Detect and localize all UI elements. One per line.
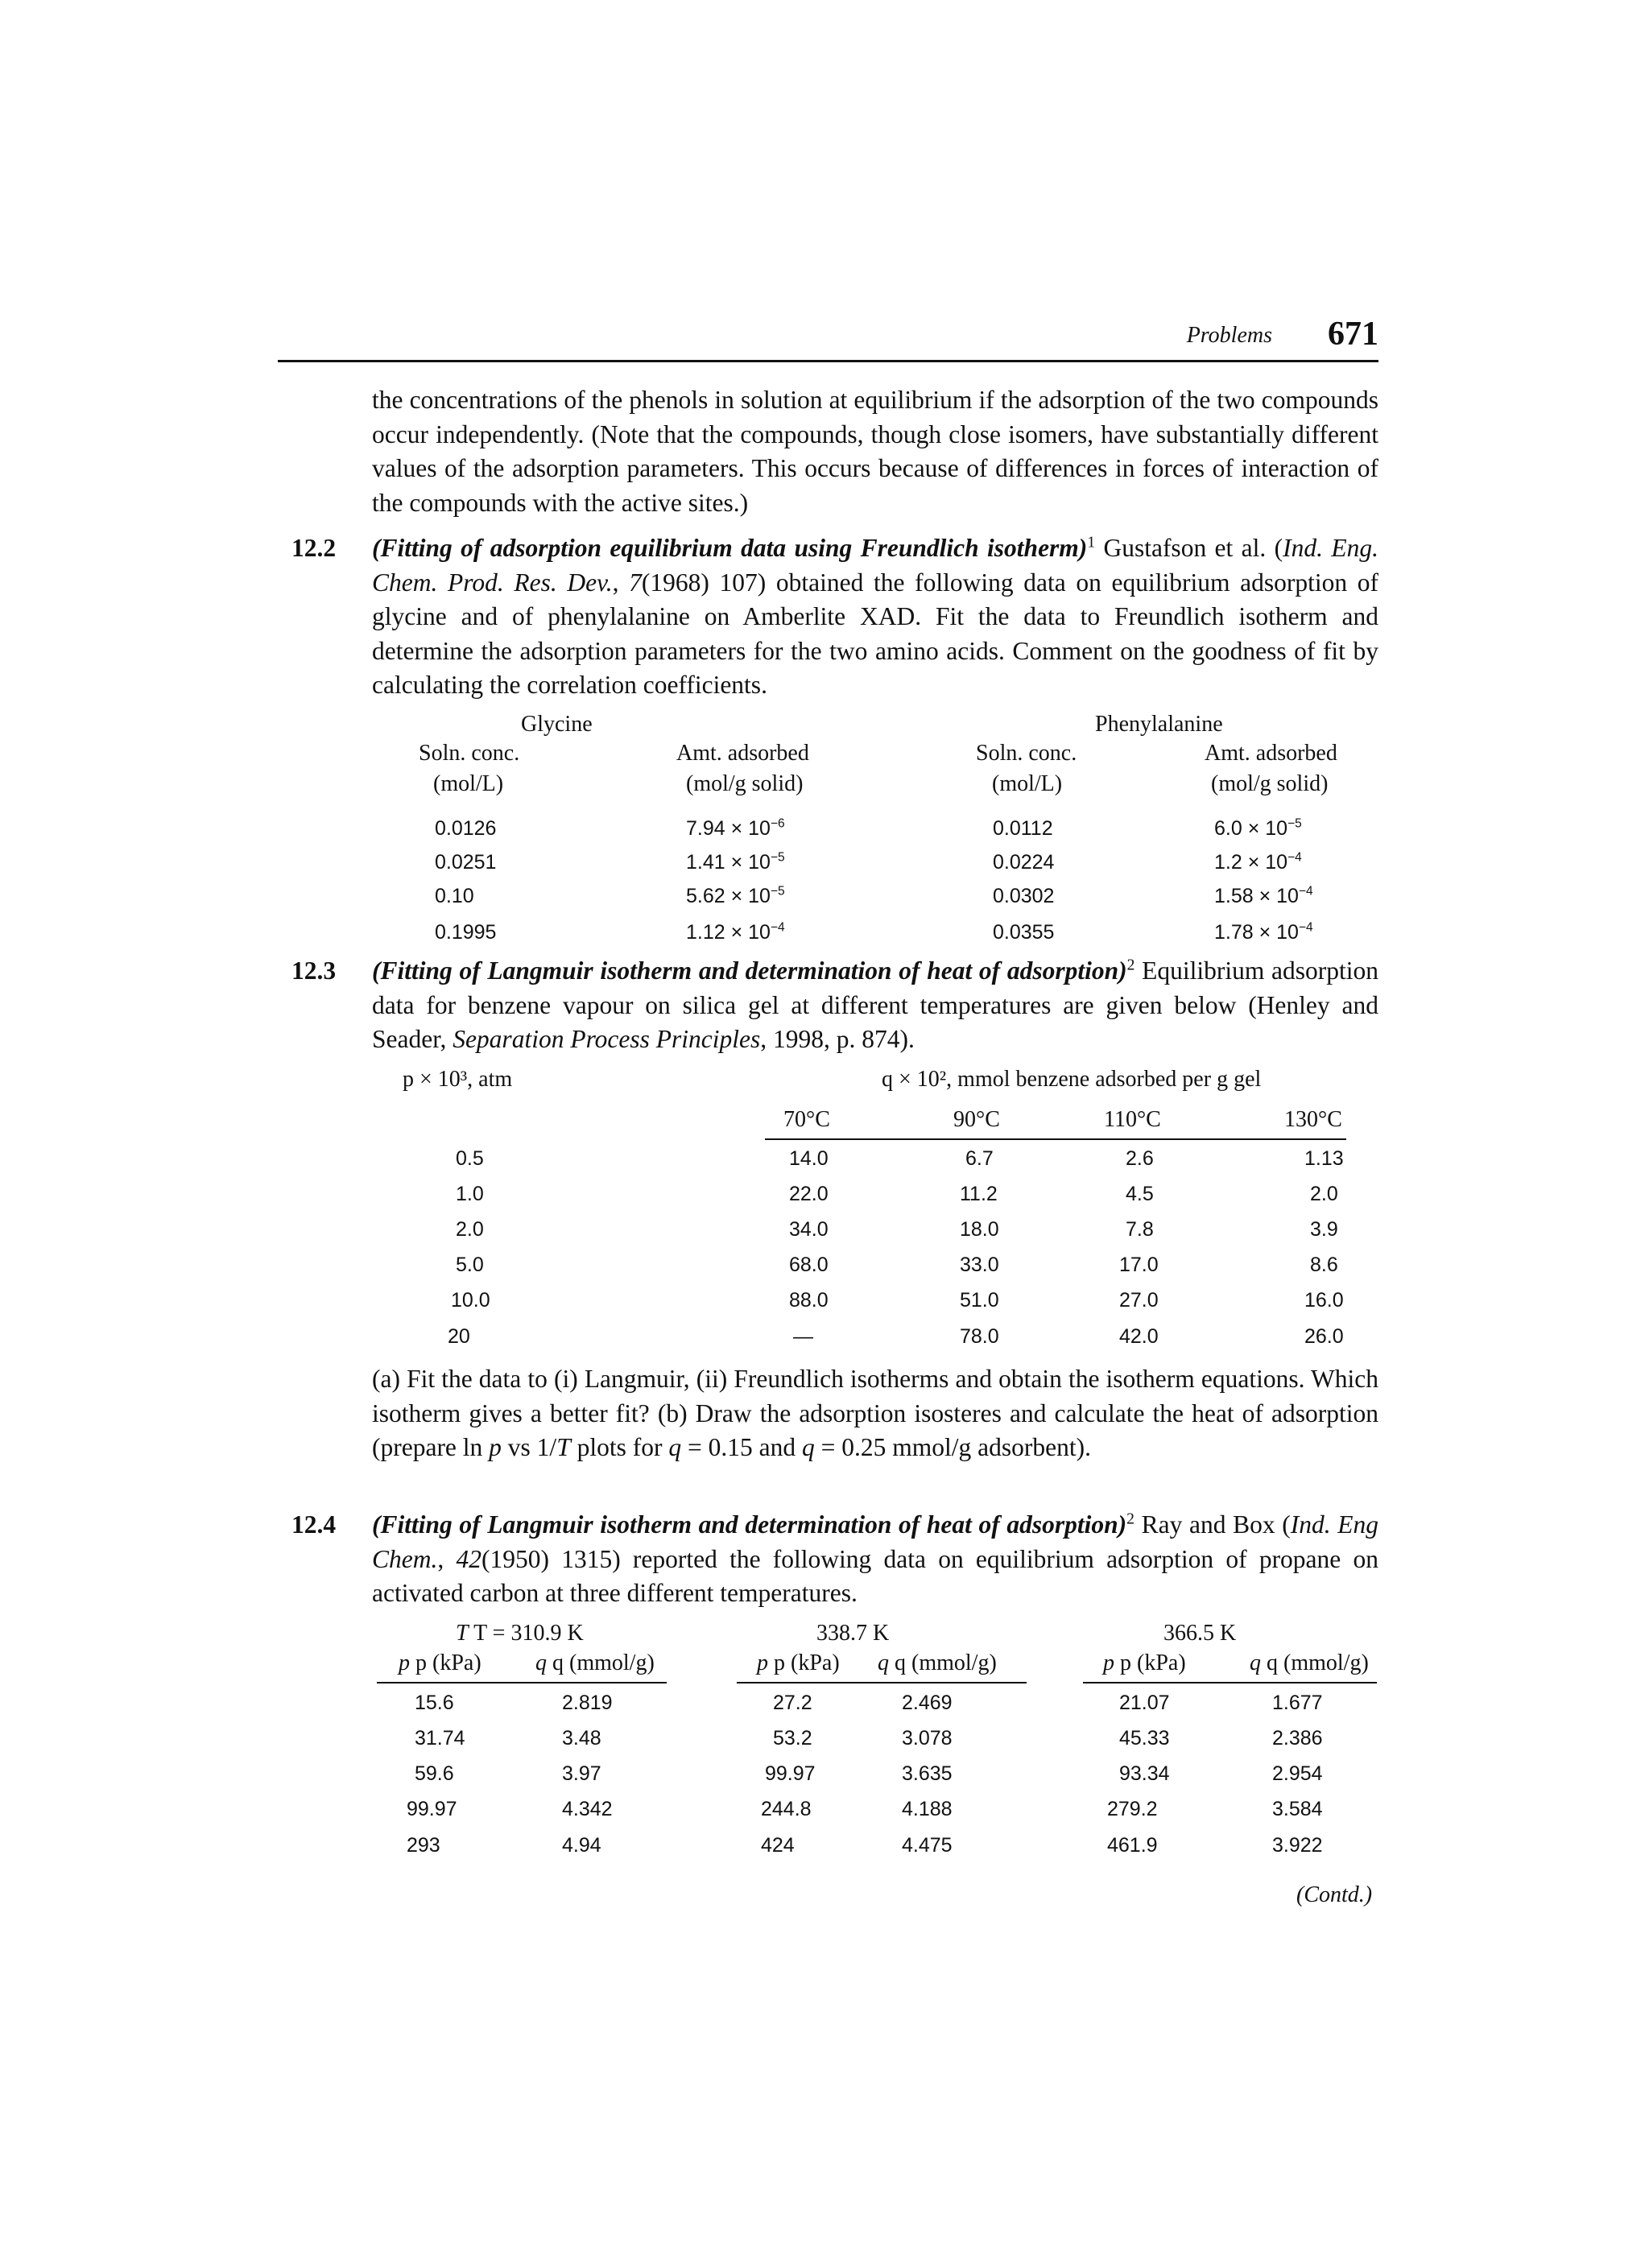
table-cell: 93.34 [1119,1762,1170,1785]
footnote-marker: 2 [1126,956,1135,974]
footnote-marker: 1 [1087,534,1096,552]
problem-12-2-text: (Fitting of adsorption equilibrium data using Freundlich isotherm)$^1$ Gustafson et al. (Ind. Eng. Chem. Prod. Res. Dev., 7(1968) 107) obtained the following data on equilibrium adsorption of glycine and of phenylalanine on Amberlite XAD. Fit the data to Freundlich isotherm and determine the adsorption parameters for the two amino acids. Comment on the goodness of fit by calculating the correlation coefficients. [372,534,1379,699]
col-unit: (mol/L) [433,771,504,796]
table-cell: 0.0224 [993,851,1055,874]
col-unit: (mol/g solid) [1211,771,1329,796]
table-cell: 2.0 [1310,1183,1338,1205]
journal-reference: Ind. Eng Chem. [372,1510,1379,1573]
volume: 42 [456,1544,481,1573]
table-cell: 15.6 [415,1692,454,1714]
problem-12-4-text: (Fitting of Langmuir isotherm and determination of heat of adsorption)$^2$ Ray and Box (Ind. Eng Chem., 42(1950) 1315) reported the following data on equilibrium adsorption of propane on activated carbon at three different temperatures. [372,1510,1379,1607]
table-cell: 99.97 [765,1762,816,1785]
table-cell: 18.0 [960,1218,999,1241]
table-cell: 0.5 [456,1147,484,1170]
table-cell: 3.97 [562,1762,601,1785]
table-cell: 2.0 [456,1218,484,1241]
table-cell: 4.342 [562,1798,613,1820]
table-cell: 51.0 [960,1289,999,1312]
col-head: Amt. adsorbed [1205,741,1337,766]
problem-12-3-tasks: (a) Fit the data to (i) Langmuir, (ii) Freundlich isotherms and obtain the isotherm equations. Which isotherm gives a better fit? (b) Draw the adsorption isosteres and calculate the heat of adsorption (prepare ln p vs 1/T plots for q = 0.15 and q = 0.25 mmol/g adsorbent). [372,1365,1378,1461]
col-q: q q (mmol/g) [1250,1650,1369,1675]
table-cell: 2.386 [1272,1727,1323,1750]
col-q: q q (mmol/g) [535,1650,655,1675]
table-cell: 21.07 [1119,1692,1170,1714]
table-cell: 3.9 [1310,1218,1338,1241]
col-p: p p (kPa) [757,1650,840,1675]
table-cell: — [793,1325,813,1348]
table-cell: 293 [407,1834,440,1857]
problem-12-2-title: (Fitting of adsorption equilibrium data using Freundlich isotherm) [372,534,1088,562]
table-cell: 45.33 [1119,1727,1170,1750]
temp-338: 338.7 K [816,1621,890,1646]
table-cell: 0.0126 [435,817,497,840]
table-cell: $6.0 \times 10^{-5}$ [1214,816,1302,840]
table-cell: $1.2 \times 10^{-4}$ [1214,850,1302,874]
table-cell: 3.584 [1272,1798,1323,1820]
group-glycine: Glycine [521,712,593,737]
table-cell: 31.74 [415,1727,465,1750]
table-cell: 1.0 [456,1183,484,1205]
q-header: q × 10², mmol benzene adsorbed per g gel [882,1067,1262,1092]
table-cell: 0.10 [435,885,474,907]
table-cell: $7.94 \times 10^{-6}$ [686,816,785,840]
table-rule [765,1138,1346,1140]
table-cell: 33.0 [960,1254,999,1276]
problem-12-3-text: (Fitting of Langmuir isotherm and determination of heat of adsorption)$^2$ Equilibrium adsorption data for benzene vapour on silica gel at different temperatures are given below (Henley and Seader, Separation Process Principles, 1998, p. 874). [372,956,1378,1053]
section-label: Problems [1186,323,1272,348]
problem-12-4-title: (Fitting of Langmuir isotherm and determination of heat of adsorption) [372,1510,1127,1539]
table-cell: 78.0 [960,1325,999,1348]
table-cell: 8.6 [1310,1254,1338,1276]
table-cell: 2.6 [1126,1147,1154,1170]
running-header [278,318,1378,362]
table-rule [1083,1682,1377,1683]
table-cell: 0.0302 [993,885,1055,907]
table-cell: 22.0 [789,1183,829,1205]
footnote-marker: 2 [1126,1510,1134,1528]
table-cell: 14.0 [789,1147,829,1170]
temp-130: 130°C [1284,1107,1342,1132]
table-cell: 424 [761,1834,795,1857]
col-p: p p (kPa) [399,1650,481,1675]
table-cell: $1.78 \times 10^{-4}$ [1214,920,1313,944]
group-phenylalanine: Phenylalanine [1095,712,1223,737]
volume: 7 [629,568,642,597]
table-cell: 16.0 [1304,1289,1344,1312]
col-head: Soln. conc. [419,741,520,766]
table-cell: 53.2 [773,1727,812,1750]
book-reference: Separation Process Principles [453,1025,761,1053]
table-cell: 11.2 [960,1183,998,1205]
table-cell: 34.0 [789,1218,829,1241]
table-cell: 1.677 [1272,1692,1323,1714]
table-cell: 3.48 [562,1727,601,1750]
table-cell: $1.58 \times 10^{-4}$ [1214,884,1313,907]
problem-number-12-3: 12.3 [291,956,337,985]
table-cell: 0.0355 [993,921,1055,944]
table-cell: 279.2 [1107,1798,1158,1820]
table-cell: 7.8 [1126,1218,1154,1241]
table-rule [737,1682,1027,1683]
table-cell: 4.188 [902,1798,953,1820]
table-cell: 2.819 [562,1692,613,1714]
table-cell: 0.0251 [435,851,497,874]
table-cell: 3.635 [902,1762,953,1785]
table-cell: 3.922 [1272,1834,1323,1857]
table-cell: 0.1995 [435,921,497,944]
temp-70: 70°C [783,1107,830,1132]
col-unit: (mol/g solid) [686,771,804,796]
table-cell: $1.41 \times 10^{-5}$ [686,850,785,874]
table-rule [377,1682,667,1683]
continuation-paragraph: the concentrations of the phenols in solution at equilibrium if the adsorption of the two compounds occur independently. (Note that the compounds, though close isomers, have substantially different values of the adsorption parameters. This occurs because of differences in forces of interaction of the compounds with the active sites.) [372,386,1378,517]
temp-110: 110°C [1104,1107,1161,1132]
pressure-header: p × 10³, atm [403,1067,513,1092]
col-p: p p (kPa) [1103,1650,1186,1675]
table-cell: 4.475 [902,1834,953,1857]
col-q: q q (mmol/g) [878,1650,997,1675]
temp-90: 90°C [953,1107,1000,1132]
table-cell: 42.0 [1119,1325,1159,1348]
table-cell: 26.0 [1304,1325,1344,1348]
table-cell: 59.6 [415,1762,454,1785]
table-cell: 99.97 [407,1798,457,1820]
table-cell: 27.0 [1119,1289,1159,1312]
table-cell: 461.9 [1107,1834,1158,1857]
table-cell: 5.0 [456,1254,484,1276]
table-cell: 17.0 [1119,1254,1159,1276]
temp-310: T T = 310.9 K [456,1621,584,1646]
temp-366: 366.5 K [1163,1621,1237,1646]
problem-12-3-title: (Fitting of Langmuir isotherm and determination of heat of adsorption) [372,956,1127,985]
table-cell: 2.469 [902,1692,953,1714]
table-cell: $5.62 \times 10^{-5}$ [686,884,785,907]
col-unit: (mol/L) [992,771,1063,796]
table-cell: 2.954 [1272,1762,1323,1785]
table-cell: 1.13 [1304,1147,1344,1170]
table-cell: 0.0112 [993,817,1053,840]
table-cell: 88.0 [789,1289,829,1312]
table-cell: 27.2 [773,1692,812,1714]
table-cell: 10.0 [451,1289,490,1312]
col-head: Soln. conc. [976,741,1077,766]
table-cell: 68.0 [789,1254,829,1276]
problem-number-12-4: 12.4 [291,1510,337,1539]
continued-note: (Contd.) [1296,1882,1373,1907]
table-cell: 4.94 [562,1834,601,1857]
table-cell: 6.7 [965,1147,994,1170]
table-cell: 244.8 [761,1798,812,1820]
table-cell: 3.078 [902,1727,953,1750]
problem-number-12-2: 12.2 [291,534,337,562]
table-cell: 20 [448,1325,470,1348]
table-cell: 4.5 [1126,1183,1154,1205]
col-head: Amt. adsorbed [676,741,809,766]
journal-reference: Ind. Eng. Chem. Prod. Res. Dev. [372,534,1378,597]
page-number: 671 [1328,316,1378,353]
table-cell: $1.12 \times 10^{-4}$ [686,920,785,944]
